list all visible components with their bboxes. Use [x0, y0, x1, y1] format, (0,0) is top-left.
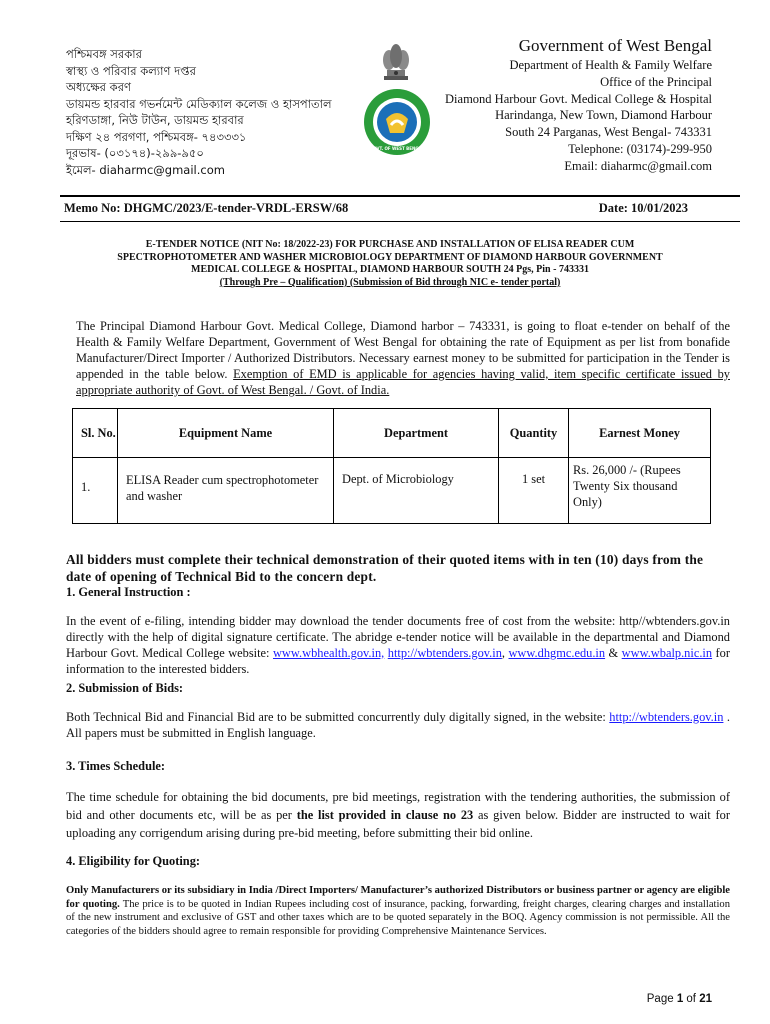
- seal-text: GOVT. OF WEST BENGAL: [369, 146, 425, 151]
- memo-number: Memo No: DHGMC/2023/E-tender-VRDL-ERSW/68: [64, 201, 349, 215]
- table-row: [73, 458, 711, 524]
- notice-line: MEDICAL COLLEGE & HOSPITAL, DIAMOND HARBOUR SOUTH 24 Pgs, Pin - 743331: [191, 264, 589, 276]
- section-1-text: In the event of e-filing, intending bidder may download the tender documents free of cost from the website: http//wbtenders.gov.in directly with the help of digital signature certificate. The abridge e-tender notice will be available in the departmental and Diamond Harbour Govt. Medical College website: www.wbhealth.gov.in, http://wbtenders.gov.in, www.dhgmc.edu.in & www.wbalp.nic.in for information to the interested bidders.: [66, 614, 730, 676]
- s1-text-a: In the event of e-filing, intending bidder may download the tender documents free of cost from the website: http//wbtenders.gov.in directly with the help of digital signature certificate. The abridge e-tender notice will be available in the departmental and Diamond Harbour Govt. Medical College website:: [66, 614, 730, 660]
- bn-line: ইমেল- diaharmc@gmail.com: [66, 162, 225, 177]
- s1-amp: &: [605, 646, 622, 660]
- section-4-title: 4. Eligibility for Quoting:: [66, 854, 201, 868]
- page-current: 1: [676, 993, 684, 1005]
- cell-sl: 1.: [73, 458, 118, 524]
- cell-earnest-money: Rs. 26,000 /- (Rupees Twenty Six thousand Only): [569, 458, 711, 524]
- section-4-text: [66, 884, 730, 938]
- memo-divider: [60, 221, 740, 222]
- s4-bold: Only Manufacturers or its subsidiary in India /Direct Importers/ Manufacturer’s authorized Distributors or business partner or agency are eligible for quoting.: [66, 885, 730, 910]
- intro-paragraph: [76, 318, 730, 398]
- s3-text-b: as given below. Bidder are instructed to wait for uploading any corrigendum arising during pre-bid meeting, before submitting their bid online.: [66, 808, 730, 840]
- dept-line: Department of Health & Family Welfare: [509, 58, 712, 72]
- wbtenders-link[interactable]: http://wbtenders.gov.in: [387, 646, 502, 660]
- col-department: Department: [334, 409, 499, 458]
- bn-line: দক্ষিণ ২৪ পরগণা, পশ্চিমবঙ্গ- ৭৪৩৩৩১: [66, 129, 247, 144]
- page-number: [647, 993, 712, 1005]
- section-3-text: [66, 788, 730, 842]
- bn-line: অধ্যক্ষের করণ: [66, 80, 131, 94]
- col-sl: Sl. No.: [73, 409, 118, 458]
- notice-line: E-TENDER NOTICE (NIT No: 18/2022-23) FOR PURCHASE AND INSTALLATION OF ELISA READER CUM: [145, 239, 635, 250]
- district-line: South 24 Parganas, West Bengal- 743331: [505, 125, 712, 140]
- section-2-text: [66, 709, 730, 741]
- wbalp-link[interactable]: www.wbalp.nic.in: [621, 646, 713, 660]
- cell-quantity: 1 set: [499, 458, 569, 524]
- address-line: Harindanga, New Town, Diamond Harbour: [495, 108, 712, 123]
- s3-bold: the list provided in clause no 23: [296, 808, 474, 822]
- s4-text: The price is to be quoted in Indian Rupees including cost of insurance, packing, forwarding, freight charges, clearing charges and installation of the new instrument and exclusive of GST and other taxes which are to be quoted separately in the BOQ. Agency commission is not permissible. All the categories of the bidders should agree to remain responsible for providing Comprehensive Maintenance Services.: [66, 898, 730, 937]
- dhgmc-link[interactable]: www.dhgmc.edu.in: [508, 646, 606, 660]
- header-divider: [60, 195, 740, 197]
- bn-line: হরিণডাঙ্গা, নিউ টাউন, ডায়মন্ড হারবার: [66, 113, 244, 127]
- intro-text: The Principal Diamond Harbour Govt. Medical College, Diamond harbor – 743331, is going to float e-tender on behalf of the Health & Family Welfare Department, Government of West Bengal for obtaining the rate of Equipment as per list from bonafide Manufacturer/Direct Importer / Authorized Distributors. Necessary earnest money to be submitted for participation in the Tender is appended in the table below.: [76, 319, 730, 381]
- notice-line: SPECTROPHOTOMETER AND WASHER MICROBIOLOGY DEPARTMENT OF DIAMOND HARBOUR GOVERNMENT: [117, 251, 663, 263]
- table-header-row: [73, 409, 711, 458]
- s2-text-a: Both Technical Bid and Financial Bid are to be submitted concurrently duly digitally signed, in the website:: [66, 710, 610, 724]
- telephone-line: Telephone: (03174)-299-950: [568, 141, 712, 156]
- header-english: [445, 35, 712, 175]
- national-emblem-icon: [376, 38, 416, 82]
- emd-exemption: Exemption of EMD is applicable for agencies having valid, item specific certificate issued by appropriate authority of Govt. of West Bengal. / Govt. of India.: [76, 367, 730, 397]
- office-line: Office of the Principal: [600, 74, 712, 89]
- bn-line: দূরভাষ- (০৩১৭৪)-২৯৯-৯৫০: [66, 146, 204, 160]
- notice-line: (Through Pre – Qualification) (Submission of Bid through NIC e- tender portal): [219, 276, 561, 288]
- bn-line: ডায়মন্ড হারবার গভর্নমেন্ট মেডিক্যাল কলেজ ও হাসপাতাল: [66, 96, 332, 111]
- govt-title: Government of West Bengal: [518, 36, 712, 55]
- section-3-title: 3. Times Schedule:: [66, 759, 166, 773]
- equipment-table: [72, 408, 711, 524]
- cell-department: Dept. of Microbiology: [334, 458, 499, 524]
- notice-title: [60, 239, 720, 289]
- bn-line: পশ্চিমবঙ্গ সরকার: [66, 47, 142, 61]
- s2-text-b: . All papers must be submitted in English language.: [66, 710, 730, 740]
- header-bengali: [66, 46, 332, 178]
- s3-text-a: The time schedule for obtaining the bid documents, pre bid meetings, registration with the tendering authorities, the submission of bid and other documents etc, will be as per: [66, 790, 730, 822]
- govt-seal: [362, 87, 432, 157]
- section-2-title: 2. Submission of Bids:: [66, 681, 184, 695]
- col-earnest-money: Earnest Money: [569, 409, 711, 458]
- s1-text-b: for information to the interested bidders.: [66, 646, 730, 676]
- page-total: 21: [699, 993, 712, 1005]
- cell-equipment: ELISA Reader cum spectrophotometer and washer: [118, 458, 334, 524]
- wbhealth-link[interactable]: www.wbhealth.gov.in,: [272, 646, 385, 660]
- memo-date: Date: 10/01/2023: [598, 201, 688, 215]
- college-line: Diamond Harbour Govt. Medical College & Hospital: [445, 91, 712, 106]
- col-equipment: Equipment Name: [118, 409, 334, 458]
- demonstration-notice: All bidders must complete their technical demonstration of their quoted items with in ten (10) days from the date of opening of Technical Bid to the concern dept.: [66, 552, 704, 584]
- bn-line: স্বাস্থ্য ও পরিবার কল্যাণ দপ্তর: [66, 63, 196, 78]
- section-1-title: 1. General Instruction :: [66, 585, 191, 599]
- page-of: of: [683, 993, 700, 1005]
- col-quantity: Quantity: [499, 409, 569, 458]
- email-line: Email: diaharmc@gmail.com: [564, 158, 712, 173]
- page-prefix: Page: [646, 993, 677, 1005]
- wbtenders-link[interactable]: http://wbtenders.gov.in: [609, 710, 724, 724]
